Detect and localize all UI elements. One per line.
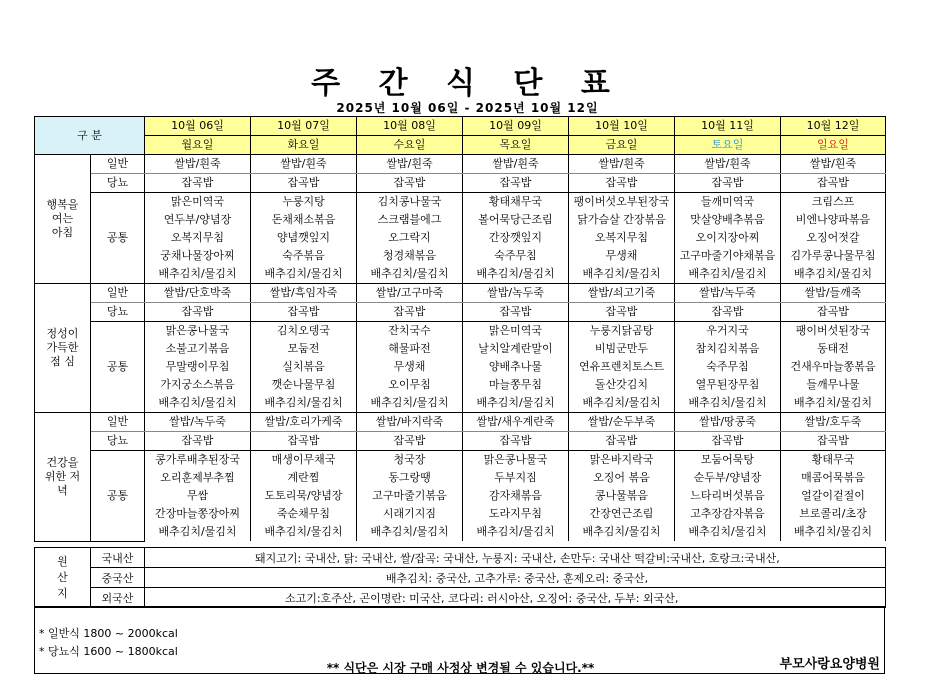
date-cell: 10월 11일: [675, 117, 781, 136]
menu-item: 배추김치/물김치: [264, 525, 343, 538]
common-menu-cell: [145, 451, 251, 542]
menu-item: 간장마늘쫑장아찌: [154, 507, 240, 520]
menu-item: 배추김치/물김치: [688, 525, 767, 538]
general-menu-cell: 쌀밥/흰죽: [569, 155, 675, 174]
day-cell: 목요일: [463, 136, 569, 155]
menu-item: 무쌈: [186, 489, 209, 502]
diabetic-menu-cell: 잡곡밥: [463, 303, 569, 322]
menu-item: 배추김치/물김치: [476, 267, 555, 280]
origin-text: 소고기:호주산, 곤이명란: 미국산, 코다리: 러시아산, 오징어: 중국산, 두부: 외국산,: [145, 588, 886, 608]
menu-item: 황태채무국: [488, 195, 543, 208]
common-menu-cell: [781, 451, 886, 542]
common-menu-cell: [569, 193, 675, 284]
diabetic-menu-cell: 잡곡밥: [675, 174, 781, 193]
menu-item: 계란찜: [287, 471, 320, 484]
menu-item: 동태전: [817, 342, 849, 355]
diabetic-label: 당뇨: [91, 174, 145, 193]
common-menu-cell: [781, 193, 886, 284]
diabetic-menu-cell: 잡곡밥: [357, 432, 463, 451]
menu-item: 오리훈제부추찜: [160, 471, 235, 484]
menu-item: 간장깻잎지: [488, 231, 543, 244]
notes-box: [34, 606, 885, 674]
menu-item: 누룽지탕: [282, 195, 325, 208]
date-cell: 10월 08일: [357, 117, 463, 136]
menu-item: 연두부/양념장: [163, 213, 232, 226]
weekly-menu-table: [34, 116, 886, 542]
menu-item: 김치콩나물국: [377, 195, 442, 208]
general-menu-cell: 쌀밥/녹두죽: [463, 284, 569, 303]
category-header: 구 분: [35, 117, 145, 155]
diabetic-menu-cell: 잡곡밥: [569, 303, 675, 322]
general-menu-cell: 쌀밥/흰죽: [357, 155, 463, 174]
date-range: 2025년 10월 06일 - 2025년 10월 12일: [336, 101, 599, 115]
menu-item: 오복지무침: [170, 231, 225, 244]
common-menu-cell: [569, 322, 675, 413]
diabetic-menu-cell: 잡곡밥: [781, 432, 886, 451]
menu-item: 배추김치/물김치: [476, 525, 555, 538]
general-menu-cell: 쌀밥/땅콩죽: [675, 413, 781, 432]
general-menu-cell: 쌀밥/호두죽: [781, 413, 886, 432]
general-menu-cell: 쌀밥/새우계란죽: [463, 413, 569, 432]
general-label: 일반: [91, 413, 145, 432]
menu-item: 모둠어묵탕: [700, 453, 755, 466]
menu-item: 모둠전: [287, 342, 320, 355]
menu-item: 양배추나물: [488, 360, 543, 373]
menu-item: 돌산갓김치: [594, 378, 649, 391]
menu-item: 실치볶음: [282, 360, 325, 373]
menu-item: 고추장감자볶음: [690, 507, 765, 520]
common-menu-cell: [675, 451, 781, 542]
menu-item: 볼어묵당근조림: [478, 213, 553, 226]
diabetic-menu-cell: 잡곡밥: [569, 432, 675, 451]
origin-text: 돼지고기: 국내산, 닭: 국내산, 쌀/잡곡: 국내산, 누룽지: 국내산, 손만두: 국내산 떡갈비:국내산, 호랑크:국내산,: [145, 548, 886, 568]
common-menu-cell: [145, 322, 251, 413]
diabetic-menu-cell: 잡곡밥: [463, 432, 569, 451]
menu-item: 스크램블에그: [377, 213, 442, 226]
menu-item: 매콤어묵볶음: [801, 471, 865, 484]
general-menu-cell: 쌀밥/흰죽: [781, 155, 886, 174]
menu-item: 두부지짐: [494, 471, 537, 484]
menu-item: 날치알계란말이: [478, 342, 553, 355]
menu-item: 맑은미역국: [170, 195, 225, 208]
menu-item: 배추김치/물김치: [158, 396, 237, 409]
origin-text: 배추김치: 중국산, 고추가루: 중국산, 훈제오리: 중국산,: [145, 568, 886, 588]
common-menu-cell: [357, 193, 463, 284]
meal-name: [35, 413, 91, 542]
diabetic-menu-cell: 잡곡밥: [463, 174, 569, 193]
diabetic-label: 당뇨: [91, 432, 145, 451]
common-menu-cell: [675, 193, 781, 284]
menu-item: 우거지국: [706, 324, 749, 337]
menu-item: 배추김치/물김치: [370, 525, 449, 538]
common-menu-cell: [251, 451, 357, 542]
date-cell: 10월 07일: [251, 117, 357, 136]
general-menu-cell: 쌀밥/흰죽: [251, 155, 357, 174]
common-menu-cell: [145, 193, 251, 284]
menu-item: 크림스프: [811, 195, 855, 208]
general-row: [35, 284, 886, 303]
origin-row: [35, 548, 886, 568]
menu-item: 배추김치/물김치: [793, 525, 873, 538]
menu-item: 배추김치/물김치: [582, 525, 661, 538]
common-menu-cell: [251, 322, 357, 413]
diabetic-menu-cell: 잡곡밥: [781, 174, 886, 193]
menu-item: 죽순채무침: [276, 507, 331, 520]
general-label: 일반: [91, 284, 145, 303]
general-menu-cell: 쌀밥/단호박죽: [145, 284, 251, 303]
origin-table: [34, 547, 886, 608]
diabetic-row: [35, 432, 886, 451]
common-menu-cell: [569, 451, 675, 542]
common-menu-cell: [463, 322, 569, 413]
menu-item: 도토리묵/양념장: [264, 489, 343, 502]
menu-item: 배추김치/물김치: [264, 396, 343, 409]
menu-item: 오그락지: [388, 231, 431, 244]
common-menu-cell: [781, 322, 886, 413]
general-menu-cell: 쌀밥/흰죽: [145, 155, 251, 174]
origin-country: 중국산: [91, 568, 145, 588]
date-cell: 10월 12일: [781, 117, 886, 136]
menu-item: 소불고기볶음: [165, 342, 230, 355]
diabetic-row: [35, 174, 886, 193]
common-row: [35, 451, 886, 542]
menu-item: 숙주무침: [706, 360, 749, 373]
general-kcal-note: * 일반식 1800 ~ 2000kcal: [39, 627, 178, 640]
menu-item: 맑은미역국: [488, 324, 543, 337]
common-label: 공통: [91, 322, 145, 413]
common-row: [35, 322, 886, 413]
diabetic-menu-cell: 잡곡밥: [675, 432, 781, 451]
menu-item: 오복지무침: [594, 231, 649, 244]
menu-item: 배추김치/물김치: [158, 525, 237, 538]
menu-item: 무생채: [605, 249, 638, 262]
origin-row: [35, 588, 886, 608]
menu-item: 누룽지닭곰탕: [589, 324, 654, 337]
date-cell: 10월 06일: [145, 117, 251, 136]
menu-item: 열무된장무침: [695, 378, 760, 391]
menu-item: 브로콜리/초장: [799, 507, 867, 520]
menu-item: 연유프렌치토스트: [578, 360, 664, 373]
menu-item: 배추김치/물김치: [688, 396, 767, 409]
menu-item: 김치오뎅국: [276, 324, 331, 337]
common-menu-cell: [675, 322, 781, 413]
general-row: [35, 155, 886, 174]
general-menu-cell: 쌀밥/녹두죽: [145, 413, 251, 432]
date-cell: 10월 09일: [463, 117, 569, 136]
menu-item: 궁채나물장아찌: [160, 249, 235, 262]
common-label: 공통: [91, 451, 145, 542]
menu-item: 오이무침: [388, 378, 431, 391]
menu-item: 간장연근조림: [589, 507, 654, 520]
menu-item: 돈채채소볶음: [271, 213, 336, 226]
menu-item: 배추김치/물김치: [582, 267, 661, 280]
meal-name-label: 정성이 가득한 점 심: [46, 327, 79, 368]
menu-item: 배추김치/물김치: [370, 396, 449, 409]
menu-item: 팽이버섯된장국: [795, 324, 871, 337]
menu-item: 맑은바지락국: [589, 453, 654, 466]
common-menu-cell: [463, 451, 569, 542]
common-menu-cell: [463, 193, 569, 284]
common-label: 공통: [91, 193, 145, 284]
common-row: [35, 193, 886, 284]
menu-item: 고구마줄기야채볶음: [679, 249, 776, 262]
menu-item: 맑은콩나물국: [165, 324, 230, 337]
diabetic-menu-cell: 잡곡밥: [251, 432, 357, 451]
menu-item: 오징어 볶음: [593, 471, 650, 484]
menu-item: 무말랭이무침: [165, 360, 230, 373]
origin-label: [35, 548, 91, 608]
general-menu-cell: 쌀밥/고구마죽: [357, 284, 463, 303]
menu-item: 오이지장아찌: [695, 231, 760, 244]
diabetic-menu-cell: 잡곡밥: [675, 303, 781, 322]
menu-item: 시래기지짐: [382, 507, 437, 520]
menu-item: 깻순나물무침: [271, 378, 336, 391]
general-menu-cell: 쌀밥/흰죽: [463, 155, 569, 174]
menu-item: 들깨미역국: [700, 195, 755, 208]
general-menu-cell: 쌀밥/순두부죽: [569, 413, 675, 432]
menu-item: 배추김치/물김치: [582, 396, 661, 409]
menu-item: 배추김치/물김치: [158, 267, 237, 280]
menu-item: 배추김치/물김치: [793, 396, 873, 409]
menu-item: 청국장: [393, 453, 426, 466]
change-notice: ** 식단은 시장 구매 사정상 변경될 수 있습니다.**: [326, 661, 595, 675]
menu-item: 배추김치/물김치: [476, 396, 555, 409]
menu-item: 청경채볶음: [382, 249, 437, 262]
general-menu-cell: 쌀밥/호리가케죽: [251, 413, 357, 432]
menu-item: 해물파전: [388, 342, 431, 355]
general-menu-cell: 쌀밥/바지락죽: [357, 413, 463, 432]
menu-item: 숙주무침: [494, 249, 537, 262]
menu-item: 매생이무채국: [271, 453, 336, 466]
menu-item: 도라지무침: [488, 507, 543, 520]
common-menu-cell: [251, 193, 357, 284]
menu-item: 비빔군만두: [594, 342, 649, 355]
origin-label-text: 원 산 지: [57, 554, 68, 600]
menu-item: 얼갈이겉절이: [801, 489, 865, 502]
menu-item: 오징어젓갈: [806, 231, 860, 244]
menu-item: 고구마줄기볶음: [372, 489, 447, 502]
general-menu-cell: 쌀밥/쇠고기죽: [569, 284, 675, 303]
diabetic-kcal-note: * 당뇨식 1600 ~ 1800kcal: [39, 645, 178, 658]
diabetic-menu-cell: 잡곡밥: [145, 432, 251, 451]
common-menu-cell: [357, 451, 463, 542]
diabetic-menu-cell: 잡곡밥: [251, 303, 357, 322]
menu-item: 들깨무나물: [806, 378, 860, 391]
diabetic-menu-cell: 잡곡밥: [357, 303, 463, 322]
origin-country: 외국산: [91, 588, 145, 608]
general-menu-cell: 쌀밥/들깨죽: [781, 284, 886, 303]
page-title: 주 간 식 단 표: [311, 66, 624, 101]
menu-item: 콩나물볶음: [594, 489, 649, 502]
menu-item: 느타리버섯볶음: [690, 489, 765, 502]
general-menu-cell: 쌀밥/흰죽: [675, 155, 781, 174]
menu-item: 배추김치/물김치: [264, 267, 343, 280]
general-menu-cell: 쌀밥/흑임자죽: [251, 284, 357, 303]
menu-item: 순두부/양념장: [693, 471, 762, 484]
day-cell: 월요일: [145, 136, 251, 155]
menu-item: 동그랑땡: [388, 471, 431, 484]
origin-country: 국내산: [91, 548, 145, 568]
menu-item: 황태무국: [811, 453, 855, 466]
menu-item: 배추김치/물김치: [370, 267, 449, 280]
menu-item: 팽이버섯오부된장국: [573, 195, 670, 208]
day-cell: 금요일: [569, 136, 675, 155]
diabetic-menu-cell: 잡곡밥: [145, 303, 251, 322]
day-row: [35, 136, 886, 155]
day-cell: 일요일: [781, 136, 886, 155]
day-cell: 화요일: [251, 136, 357, 155]
diabetic-label: 당뇨: [91, 303, 145, 322]
menu-item: 콩가루배추된장국: [154, 453, 240, 466]
diabetic-menu-cell: 잡곡밥: [781, 303, 886, 322]
menu-item: 김가루콩나물무침: [790, 249, 876, 262]
menu-item: 가지궁소스볶음: [160, 378, 235, 391]
menu-item: 배추김치/물김치: [793, 267, 873, 280]
meal-name-label: 행복을 여는 아침: [46, 198, 79, 239]
menu-item: 맑은콩나물국: [483, 453, 548, 466]
diabetic-row: [35, 303, 886, 322]
day-cell: 토요일: [675, 136, 781, 155]
common-menu-cell: [357, 322, 463, 413]
hospital-name: 부모사랑요양병원: [779, 657, 880, 672]
general-menu-cell: 쌀밥/녹두죽: [675, 284, 781, 303]
menu-item: 무생채: [393, 360, 426, 373]
menu-item: 참치김치볶음: [695, 342, 760, 355]
diabetic-menu-cell: 잡곡밥: [145, 174, 251, 193]
date-row: [35, 117, 886, 136]
date-cell: 10월 10일: [569, 117, 675, 136]
general-label: 일반: [91, 155, 145, 174]
diabetic-menu-cell: 잡곡밥: [569, 174, 675, 193]
meal-name-label: 건강을 위한 저 녁: [44, 455, 81, 497]
menu-item: 건새우마늘쫑볶음: [790, 360, 876, 373]
general-row: [35, 413, 886, 432]
meal-name: [35, 284, 91, 413]
menu-item: 감자채볶음: [488, 489, 543, 502]
diabetic-menu-cell: 잡곡밥: [251, 174, 357, 193]
menu-item: 양념깻잎지: [276, 231, 331, 244]
menu-item: 잔치국수: [388, 324, 431, 337]
menu-item: 배추김치/물김치: [688, 267, 767, 280]
diabetic-menu-cell: 잡곡밥: [357, 174, 463, 193]
meal-name: [35, 155, 91, 284]
menu-item: 비엔나양파볶음: [795, 213, 871, 226]
menu-item: 닭가슴살 간장볶음: [577, 213, 666, 226]
menu-item: 마늘쫑무침: [488, 378, 543, 391]
origin-row: [35, 568, 886, 588]
day-cell: 수요일: [357, 136, 463, 155]
menu-item: 숙주볶음: [282, 249, 325, 262]
menu-item: 맛살양배추볶음: [690, 213, 765, 226]
